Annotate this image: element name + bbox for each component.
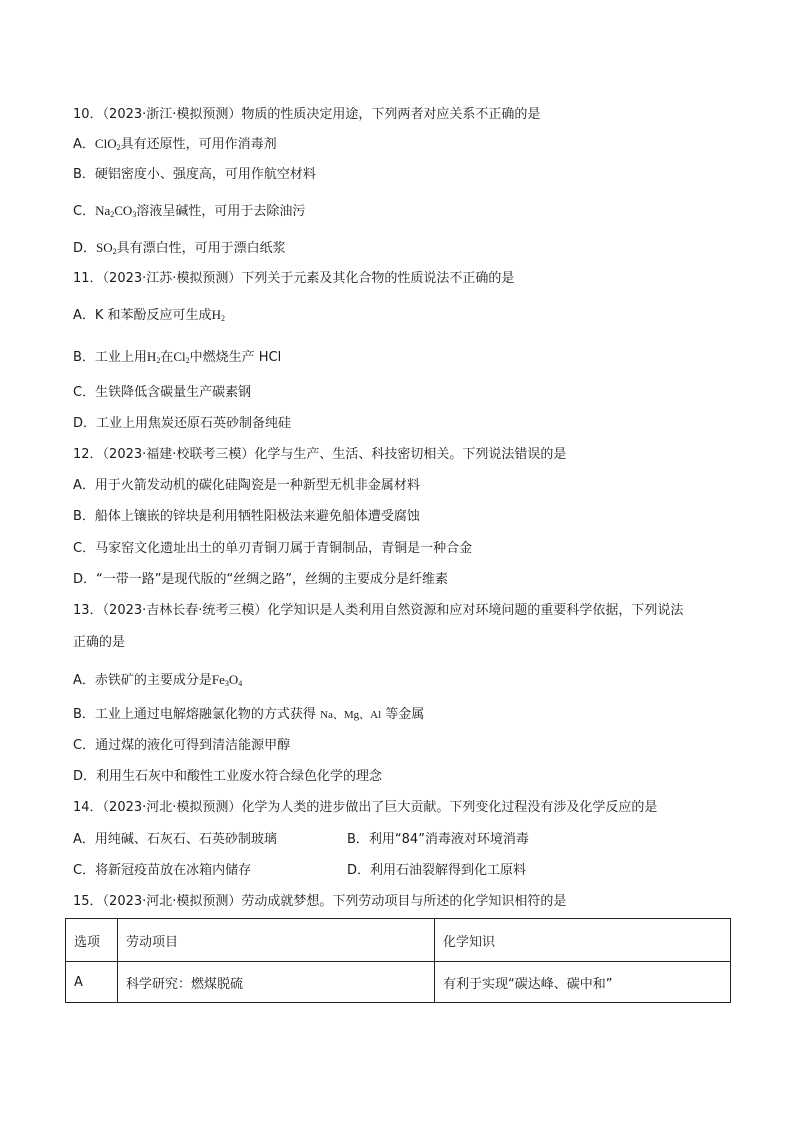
q12-option-b: B．船体上镶嵌的锌块是利用牺牲阳极法来避免船体遭受腐蚀 xyxy=(73,509,420,524)
option-text: 具有漂白性，可用于漂白纸浆 xyxy=(116,241,286,256)
option-prefix: B．工业上用 xyxy=(73,350,147,365)
table-header-cell: 化学知识 xyxy=(435,919,731,962)
q13-stem-line1: 13．（2023·吉林长春·统考三模）化学知识是人类利用自然资源和应对环境问题的重要科学依据，下列说法 xyxy=(73,603,684,618)
q12-option-a: A．用于火箭发动机的碳化硅陶瓷是一种新型无机非金属材料 xyxy=(73,478,420,493)
formula: $Fe_3O_4$ xyxy=(211,672,243,688)
table-header-cell: 选项 xyxy=(66,919,118,962)
q10-option-a xyxy=(73,136,277,153)
q10-option-b: B．硬铝密度小、强度高，可用作航空材料 xyxy=(73,167,316,182)
option-text: 等金属 xyxy=(381,707,425,722)
table-header-row xyxy=(66,919,731,962)
q13-option-c: C．通过煤的液化可得到清洁能源甲醇 xyxy=(73,738,291,753)
option-prefix: C． xyxy=(73,204,96,219)
option-text: 在 xyxy=(160,350,174,365)
option-prefix: A．赤铁矿的主要成分是 xyxy=(73,673,212,688)
q14-option-d: D．利用石油裂解得到化工原料 xyxy=(347,863,527,878)
formula: $Na_2CO_3$ xyxy=(95,203,137,219)
q13-stem-line2: 正确的是 xyxy=(73,635,126,650)
q10-stem: 10．（2023·浙江·模拟预测）物质的性质决定用途，下列两者对应关系不正确的是 xyxy=(73,107,541,122)
table-cell: 科学研究：燃煤脱硫 xyxy=(118,962,435,1003)
q11-stem: 11．（2023·江苏·模拟预测）下列关于元素及其化合物的性质说法不正确的是 xyxy=(73,271,515,286)
q14-option-b: B．利用“84”消毒液对环境消毒 xyxy=(347,832,529,847)
table-header-cell: 劳动项目 xyxy=(118,919,435,962)
formula: ClO$_2$ xyxy=(94,136,121,152)
formula: Na、Mg、Al xyxy=(320,709,382,721)
option-text: 具有还原性，可用作消毒剂 xyxy=(120,137,277,152)
table-cell: A xyxy=(66,962,118,1003)
q12-option-c: C．马家窑文化遗址出土的单刃青铜刀属于青铜制品，青铜是一种合金 xyxy=(73,541,473,556)
option-prefix: B．工业上通过电解熔融氯化物的方式获得 xyxy=(73,707,321,722)
option-text: 溶液呈碱性，可用于去除油污 xyxy=(136,204,306,219)
q12-stem: 12．（2023·福建·校联考三模）化学与生产、生活、科技密切相关。下列说法错误的是 xyxy=(73,447,567,462)
option-text: 中燃烧生产 HCl xyxy=(189,350,282,365)
q15-table xyxy=(65,918,731,1003)
q11-option-c: C．生铁降低含碳量生产碳素钢 xyxy=(73,385,252,400)
formula: $H_2$ xyxy=(146,349,161,365)
formula: $H_2$ xyxy=(211,307,225,323)
q14-option-a: A．用纯碱、石灰石、石英砂制玻璃 xyxy=(73,832,277,847)
q11-option-d: D．工业上用焦炭还原石英砂制备纯硅 xyxy=(73,416,292,431)
q14-option-c: C．将新冠疫苗放在冰箱内储存 xyxy=(73,863,252,878)
q15-stem: 15．（2023·河北·模拟预测）劳动成就梦想。下列劳动项目与所述的化学知识相符的是 xyxy=(73,894,567,909)
option-prefix: D． xyxy=(73,241,97,256)
formula: $SO_2$ xyxy=(96,240,117,256)
q10-option-d xyxy=(73,240,286,257)
q14-stem: 14．（2023·河北·模拟预测）化学为人类的进步做出了巨大贡献。下列变化过程没有涉及化学反应的是 xyxy=(73,800,658,815)
q13-option-b xyxy=(73,707,424,723)
q10-option-c xyxy=(73,203,305,220)
option-prefix: A．K 和苯酚反应可生成 xyxy=(73,308,212,323)
q13-option-a xyxy=(73,672,242,689)
option-prefix: A． xyxy=(73,137,95,152)
table-cell: 有利于实现“碳达峰、碳中和” xyxy=(435,962,731,1003)
formula: $Cl_2$ xyxy=(173,349,190,365)
table-row xyxy=(66,962,731,1003)
q11-option-a xyxy=(73,307,225,324)
q11-option-b xyxy=(73,349,281,366)
q13-option-d: D．利用生石灰中和酸性工业废水符合绿色化学的理念 xyxy=(73,769,383,784)
q12-option-d: D．“一带一路”是现代版的“丝绸之路”，丝绸的主要成分是纤维素 xyxy=(73,572,448,587)
